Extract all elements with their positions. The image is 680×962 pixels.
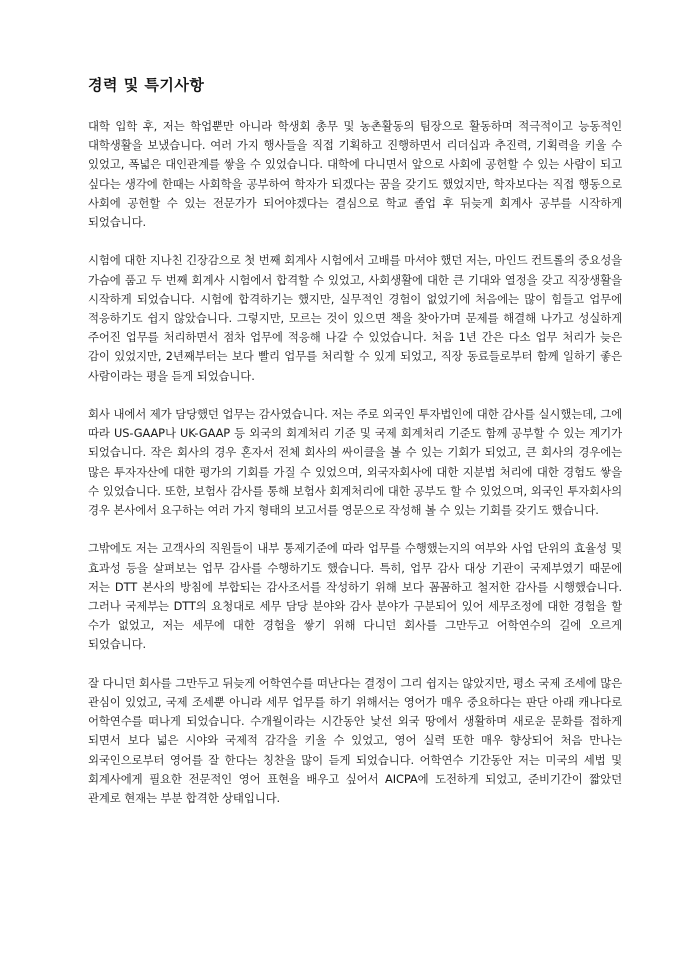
paragraph-language-study: 잘 다니던 회사를 그만두고 뒤늦게 어학연수를 떠난다는 결정이 그리 쉽지는 않았지만, 평소 국제 조세에 많은 관심이 있었고, 국제 조세뿐 아니라 세무 업무를 하기 위해서는 영어가 매우 중요하다는 판단 아래 캐나다로 어학연수를 떠나게 되었습니다. 수개월이라는 시간동안 낯선 외국 땅에서 생활하며 새로운 문화를 접하게 되면서 보다 넓은 시야와 국제적 감각을 키울 수 있었고, 영어 실력 또한 매우 향상되어 처음 만나는 외국인으로부터 영어를 잘 한다는 칭찬을 많이 듣게 되었습니다. 어학연수 기간동안 저는 미국의 세법 및 회계사에게 필요한 전문적인 영어 표현을 배우고 싶어서 AICPA에 도전하게 되었고, 준비기간이 짧았던 관계로 현재는 부분 합격한 상태입니다. bbox=[88, 675, 622, 806]
document-title: 경력 및 특기사항 bbox=[88, 76, 205, 94]
document-page bbox=[88, 74, 622, 827]
paragraph-exam-and-career-start: 시험에 대한 지나친 긴장감으로 첫 번째 회계사 시험에서 고배를 마셔야 했던 저는, 마인드 컨트롤의 중요성을 가슴에 품고 두 번째 회계사 시험에서 합격할 수 있었고, 사회생활에 대한 큰 기대와 열정을 갖고 직장생활을 시작하게 되었습니다. 시험에 합격하기는 했지만, 실무적인 경험이 없었기에 처음에는 많이 힘들고 업무에 적응하기도 쉽지 않았습니다. 그렇지만, 모르는 것이 있으면 책을 찾아가며 문제를 해결해 나가고 성실하게 주어진 업무를 처리하면서 점차 업무에 적응해 나갈 수 있었습니다. 처음 1년 간은 다소 업무 처리가 늦은 감이 있었지만, 2년째부터는 보다 빨리 업무를 처리할 수 있게 되었고, 직장 동료들로부터 함께 일하기 좋은 사람이라는 평을 듣게 되었습니다. bbox=[88, 253, 622, 383]
paragraph-audit-work: 회사 내에서 제가 담당했던 업무는 감사였습니다. 저는 주로 외국인 투자법인에 대한 감사를 실시했는데, 그에 따라 US-GAAP나 UK-GAAP 등 외국의 회계처리 기준 및 국제 회계처리 기준도 함께 공부할 수 있는 계기가 되었습니다. 작은 회사의 경우 혼자서 전체 회사의 싸이클을 볼 수 있는 기회가 되었고, 큰 회사의 경우에는 많은 투자자산에 대한 평가의 기회를 가질 수 있었으며, 외국자회사에 대한 지분법 처리에 대한 경험도 쌓을 수 있었습니다. 또한, 보험사 감사를 통해 보험사 회계처리에 대한 공부도 할 수 있었으며, 외국인 투자회사의 경우 본사에서 요구하는 여러 가지 형태의 보고서를 영문으로 작성해 볼 수 있는 기회를 갖기도 했습니다. bbox=[88, 407, 622, 518]
paragraph-university-life: 대학 입학 후, 저는 학업뿐만 아니라 학생회 총무 및 농촌활동의 팀장으로 활동하며 적극적이고 능동적인 대학생활을 보냈습니다. 여러 가지 행사들을 직접 기획하고 진행하면서 리더십과 추진력, 기획력을 키울 수 있었고, 폭넓은 대인관계를 쌓을 수 있었습니다. 대학에 다니면서 앞으로 사회에 공헌할 수 있는 사람이 되고 싶다는 생각에 한때는 사회학을 공부하여 학자가 되겠다는 꿈을 갖기도 했었지만, 학자보다는 직접 행동으로 사회에 공헌할 수 있는 전문가가 되어야겠다는 결심으로 학교 졸업 후 뒤늦게 회계사 공부를 시작하게 되었습니다. bbox=[88, 119, 622, 230]
paragraph-operational-audit: 그밖에도 저는 고객사의 직원들이 내부 통제기준에 따라 업무를 수행했는지의 여부와 사업 단위의 효율성 및 효과성 등을 살펴보는 업무 감사를 수행하기도 했습니다. 특히, 업무 감사 대상 기관이 국제부였기 때문에 저는 DTT 본사의 방침에 부합되는 감사조서를 작성하기 위해 보다 꼼꼼하고 철저한 감사를 시행했습니다. 그러나 국제부는 DTT의 요청대로 세무 담당 분야와 감사 분야가 구분되어 있어 세무조정에 대한 경험을 할 수가 없었고, 저는 세무에 대한 경험을 쌓기 위해 다니던 회사를 그만두고 어학연수의 길에 오르게 되었습니다. bbox=[88, 541, 622, 652]
